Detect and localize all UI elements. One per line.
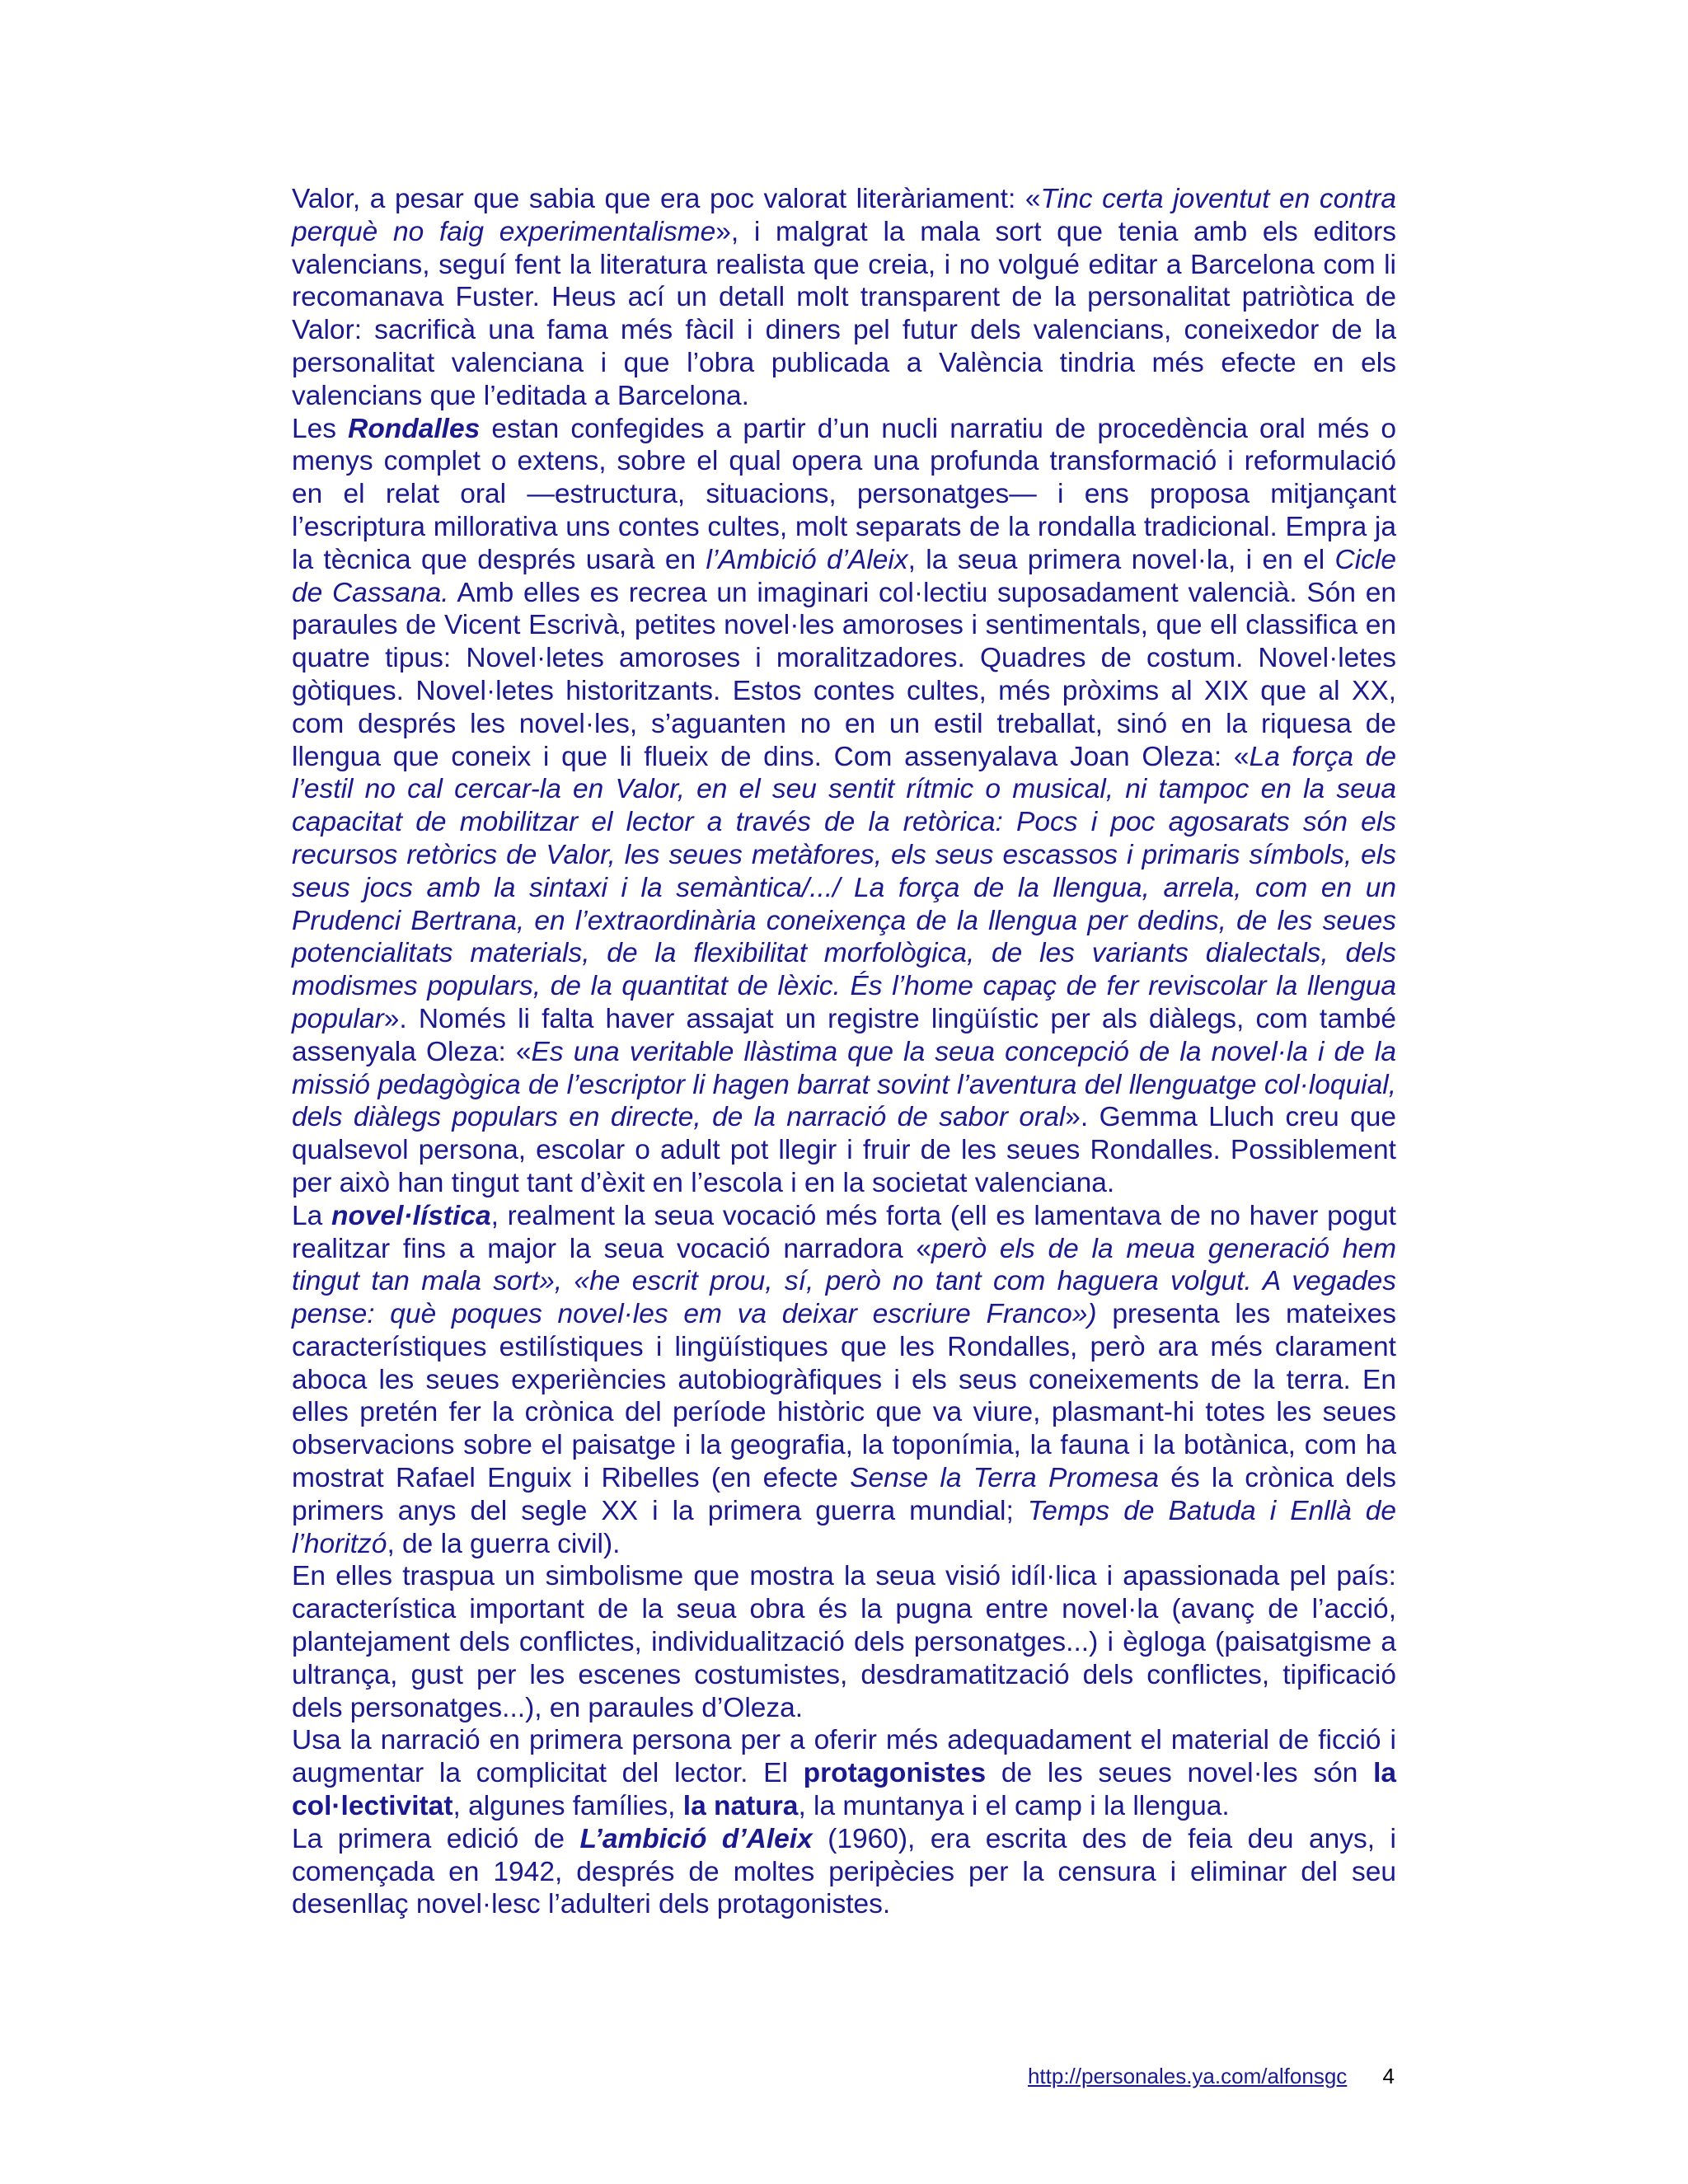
paragraph [292,1823,1396,1921]
emphasis-text: però els de la meua generació hem tingut tan mala sort», «he escrit prou, sí, però no tant com haguera volgut. A vegades pense: què poques novel·les em va deixar escriure Franco») [292,1233,1396,1330]
footer-link[interactable]: http://personales.ya.com/alfonsgc [1027,2064,1348,2088]
emphasis-text: Tinc certa joventut en contra perquè no faig experimentalisme [292,184,1396,247]
emphasis-text: l’Ambició d’Aleix [706,544,908,575]
text-run: La [292,1200,331,1231]
text-run: de les seues novel·les són [986,1758,1374,1789]
emphasis-text: Temps de Batuda i Enllà de l’horitzó [292,1495,1397,1559]
text-run: presenta les mateixes característiques estilístiques i lingüístiques que les Rondalles, però ara més clarament aboca les seues experiències autobiogràfiques i els seus coneixements de la terra. En elles pretén fer la crònica del període històric que va viure, plasmant-hi totes les seues observacions sobre el paisatge i la geografia, la toponímia, la fauna i la botànica, com ha mostrat Rafael Enguix i Ribelles (en efecte [292,1299,1397,1494]
paragraph [292,1200,1396,1561]
emphasis-text: Rondalles [348,413,481,444]
text-run: , realment la seua vocació més forta (ell es lamentava de no haver pogut realitzar fins a major la seua vocació narradora « [292,1200,1396,1264]
text-run: Amb elles es recrea un imaginari col·lectiu suposadament valencià. Són en paraules de Vicent Escrivà, petites novel·les amoroses i sentimentals, que ell classifica en quatre tipus: Novel·letes amoroses i moralitzadores. Quadres de costum. Novel·letes gòtiques. Novel·letes historitzants. Estos contes cultes, més pròxims al XIX que al XX, com després les novel·les, s’aguanten no en un estil treballat, sinó en la riquesa de llengua que coneix i que li flueix de dins. Com assenyalava Joan Oleza: « [292,577,1396,772]
text-run: , de la guerra civil). [387,1528,621,1559]
paragraph [292,1560,1396,1724]
text-run: Valor, a pesar que sabia que era poc valorat literàriament: « [292,184,1041,214]
text-run: (1960), era escrita des de feia deu anys, i començada en 1942, després de moltes peripècies per la censura i eliminar del seu desenllaç novel·lesc l’adulteri dels protagonistes. [292,1823,1396,1920]
text-run: ». Gemma Lluch creu que qualsevol persona, escolar o adult pot llegir i fruir de les seues Rondalles. Possiblement per això han tingut tant d’èxit en l’escola i en la societat valenciana. [292,1102,1396,1198]
page-number: 4 [1382,2064,1395,2088]
emphasis-text: Cicle de Cassana. [292,544,1396,608]
paragraph [292,413,1396,1200]
emphasis-text: La força de l’estil no cal cercar-la en Valor, en el seu sentit rítmic o musical, ni tampoc en la seua capacitat de mobilitzar el lector a través de la retòrica: Pocs i poc agosarats són els recursos retòrics de Valor, les seues metàfores, els seus escassos i primaris símbols, els seus jocs amb la sintaxi i la semàntica/.../ La força de la llengua, arrela, com en un Prudenci Bertrana, en l’extraordinària coneixença de la llengua per dedins, de les seues potencialitats materials, de la flexibilitat morfològica, de les variants dialectals, dels modismes populars, de la quantitat de lèxic. És l’home capaç de fer reviscolar la llengua popular [292,741,1396,1034]
emphasis-text: Es una veritable llàstima que la seua concepció de la novel·la i de la missió pedagògica de l’escriptor li hagen barrat sovint l’aventura del llenguatge col·loquial, dels diàlegs populars en directe, de la narració de sabor oral [292,1036,1396,1133]
text-run: En elles traspua un simbolisme que mostra la seua visió idíl·lica i apassionada pel país: característica important de la seua obra és la pugna entre novel·la (avanç de l’acció, plantejament dels conflictes, individualització dels personatges...) i ègloga (paisatgisme a ultrança, gust per les escenes costumistes, desdramatització dels conflictes, tipificació dels personatges...), en paraules d’Oleza. [292,1561,1396,1723]
paragraph [292,1724,1396,1822]
text-run: Les [292,413,349,444]
text-run: és la crònica dels primers anys del segle XX i la primera guerra mundial; [292,1463,1396,1526]
emphasis-text: novel·lística [331,1200,491,1231]
paragraph [292,183,1396,413]
emphasis-text: L’ambició d’Aleix [579,1823,813,1854]
text-run: , algunes famílies, [452,1791,683,1822]
emphasis-text: la natura [682,1791,799,1822]
document-body [292,183,1396,1921]
text-run: Usa la narració en primera persona per a oferir més adequadament el material de ficció i augmentar la complicitat del lector. El [292,1725,1396,1789]
text-run: estan confegides a partir d’un nucli narratiu de procedència oral més o menys complet o extens, sobre el qual opera una profunda transformació i reformulació en el relat oral —estructura, situacions, personatges— i ens proposa mitjançant l’escriptura millorativa uns contes cultes, molt separats de la rondalla tradicional. Empra ja la tècnica que després usarà en [292,413,1396,575]
text-run: , la muntanya i el camp i la llengua. [798,1791,1230,1822]
text-run: », i malgrat la mala sort que tenia amb els editors valencians, seguí fent la literatura realista que creia, i no volgué editar a Barcelona com li recomanava Fuster. Heus ací un detall molt transparent de la personalitat patriòtica de Valor: sacrificà una fama més fàcil i diners pel futur dels valencians, coneixedor de la personalitat valenciana i que l’obra publicada a València tindria més efecte en els valencians que l’editada a Barcelona. [292,216,1397,411]
page-footer [0,2063,1395,2089]
emphasis-text: Sense la Terra Promesa [850,1463,1160,1494]
text-run: ». Només li falta haver assajat un registre lingüístic per als diàlegs, com també assenyala Oleza: « [292,1003,1396,1067]
text-run: La primera edició de [292,1823,580,1854]
text-run: , la seua primera novel·la, i en el [907,544,1335,575]
emphasis-text: protagonistes [803,1758,987,1789]
emphasis-text: la col·lectivitat [292,1758,1397,1822]
